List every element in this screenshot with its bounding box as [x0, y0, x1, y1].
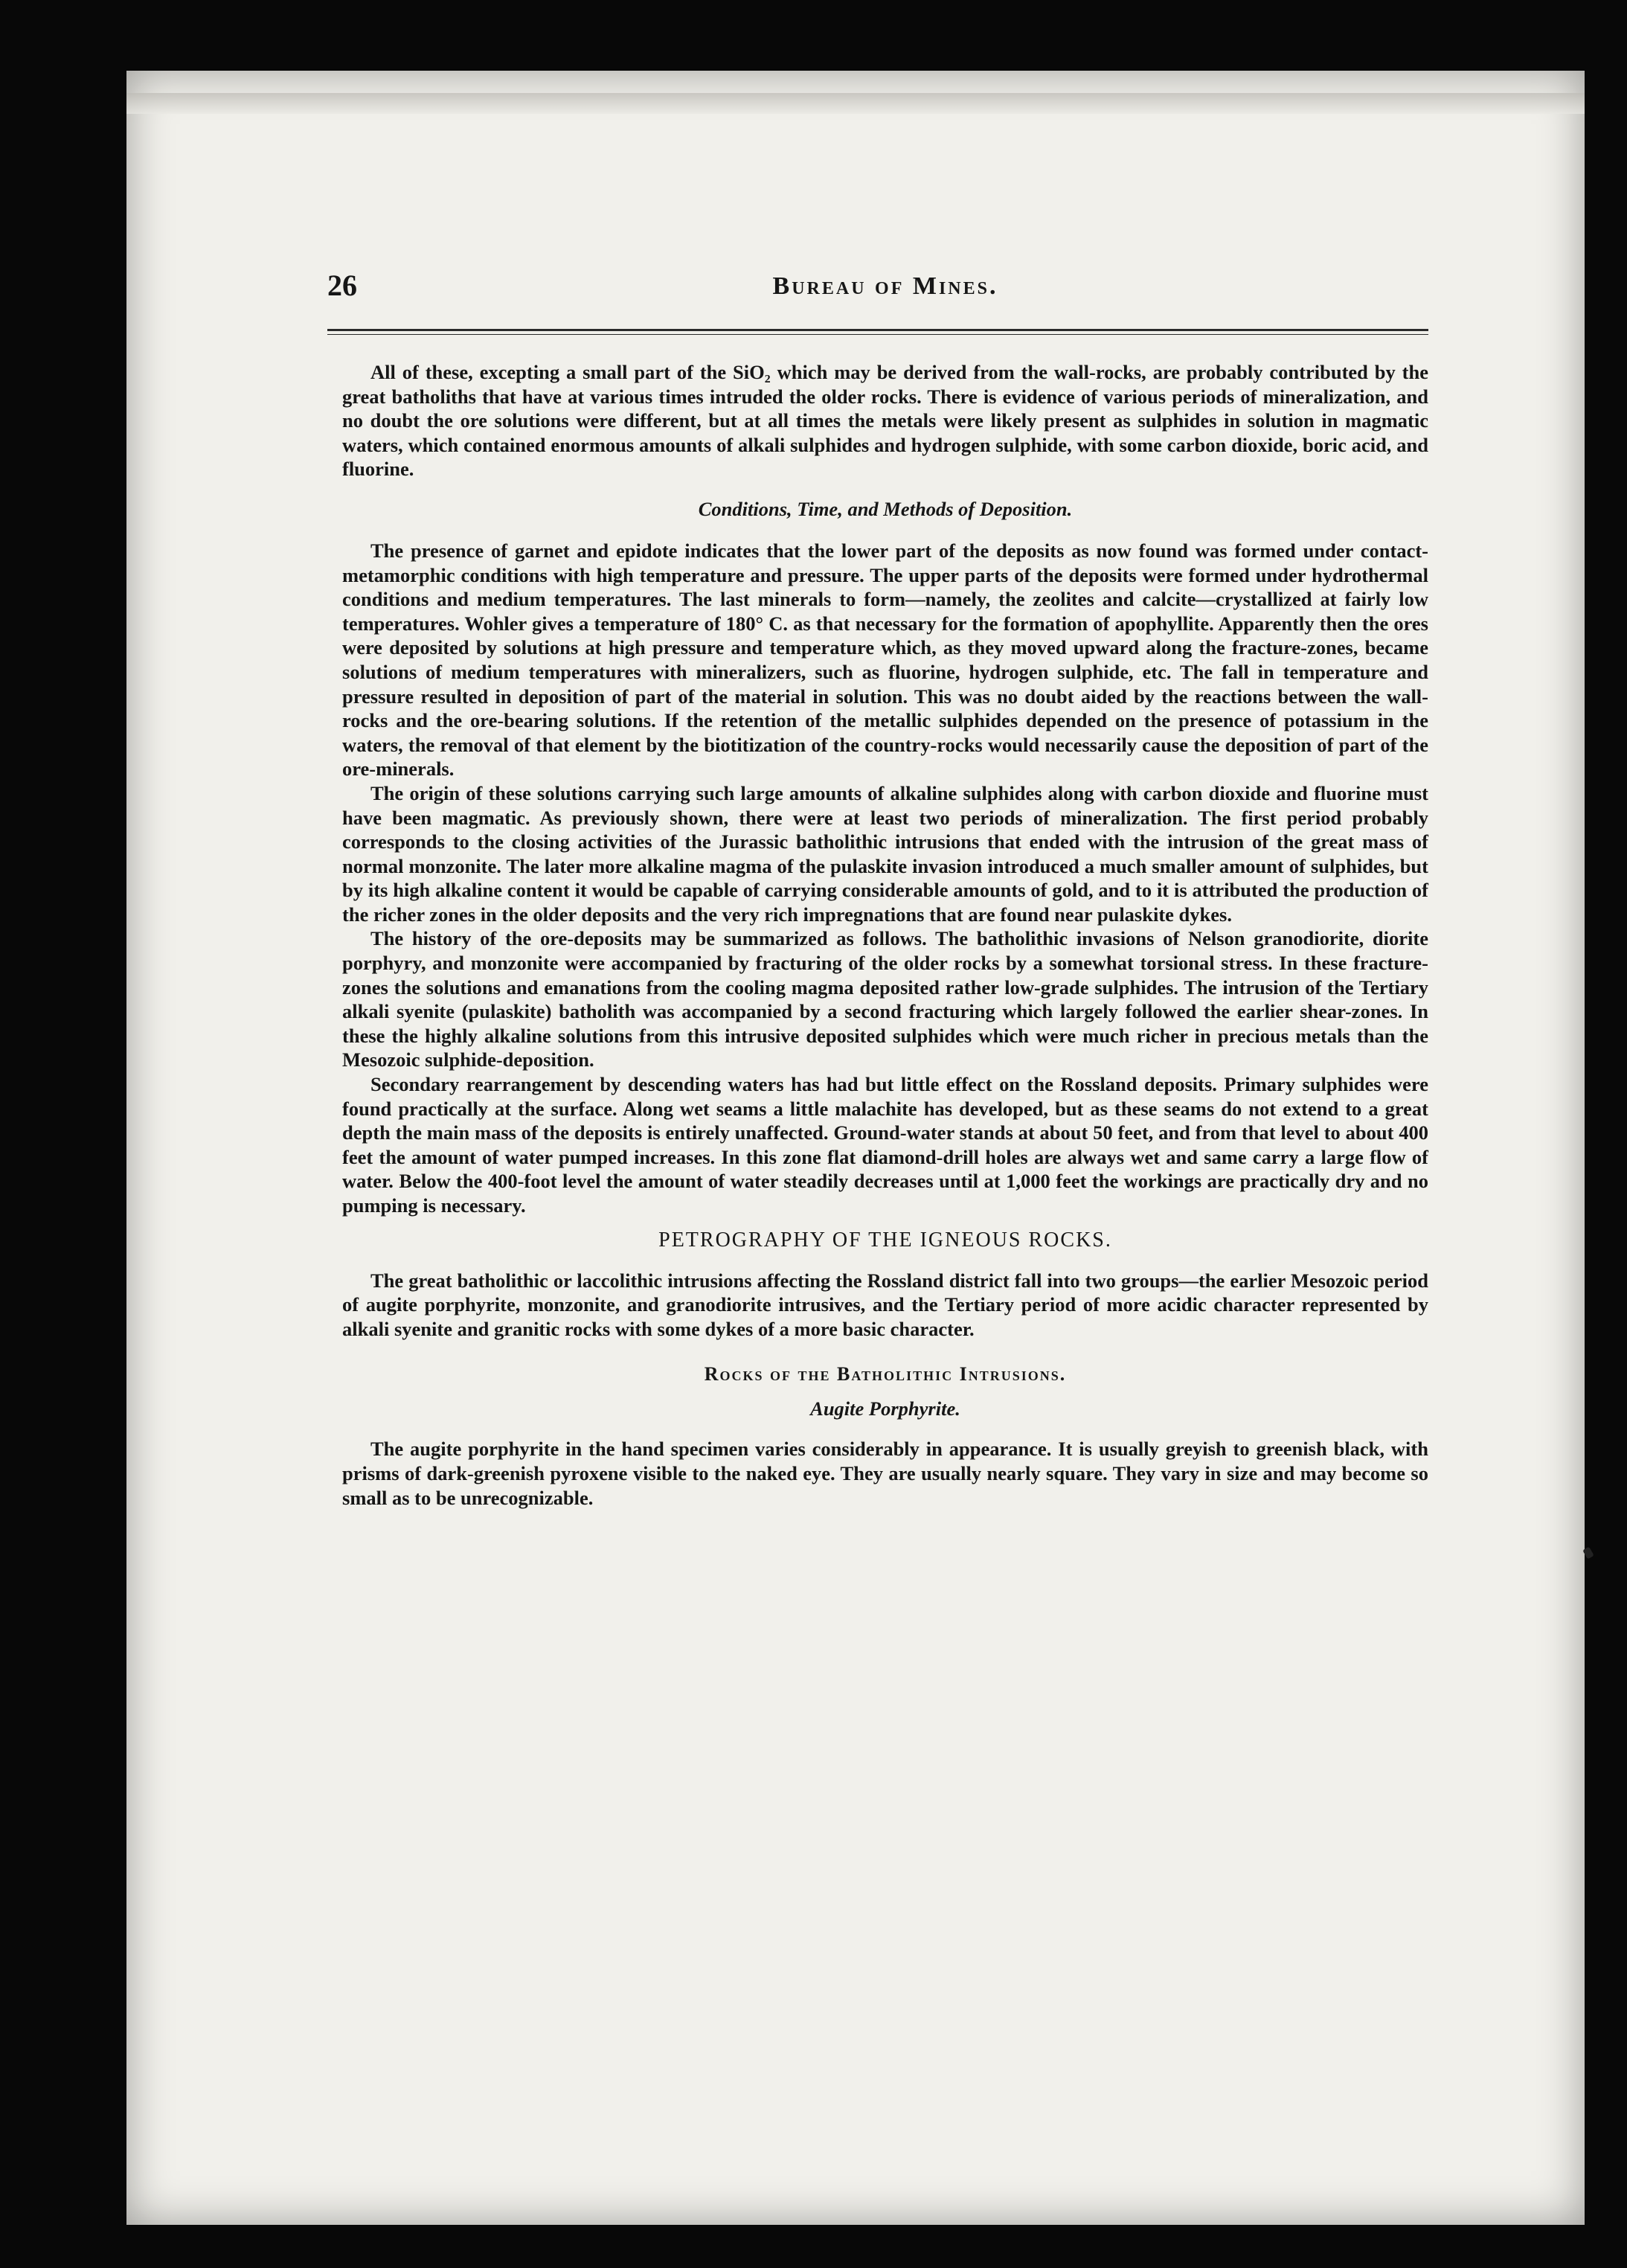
header-rule — [327, 329, 1428, 335]
paragraph-intro: All of these, excepting a small part of the SiO₂ which may be derived from the wall-rocks, are probably contributed by the great batholiths that have at various times intruded the older rocks. There is evidence of various periods of mineralization, and no doubt the ore solutions were different, but at all times the metals were likely present as sulphides in solution in magmatic waters, which contained enormous amounts of alkali sulphides and hydrogen sulphide, with some carbon dioxide, boric acid, and fluorine. — [342, 361, 1428, 481]
scan-speck — [1582, 1546, 1594, 1559]
paragraph-petrography: The great batholithic or laccolithic intrusions affecting the Rossland district fall into two groups—the earlier Mesozoic period of augite porphyrite, monzonite, and granodiorite intrusives, and the Tertiary period of more acidic character represented by alkali syenite and granitic rocks with some dykes of a more basic character. — [342, 1269, 1428, 1340]
running-head: Bureau of Mines. — [772, 272, 998, 300]
subheading-augite: Augite Porphyrite. — [810, 1397, 960, 1420]
section-heading-petrography: PETROGRAPHY OF THE IGNEOUS ROCKS. — [658, 1228, 1112, 1252]
paragraph-deposition-2: The origin of these solutions carrying such large amounts of alkaline sulphides along with carbon dioxide and fluorine must have been magmatic. As previously shown, there were at least two periods of mineralization. The first period probably corresponds to the closing activities of the Jurassic batholithic intrusions that ended with the intrusion of the great mass of normal monzonite. The later more alkaline magma of the pulaskite invasion introduced a much smaller amount of sulphides, but by its high alkaline content it would be capable of carrying considerable amounts of gold, and to it is attributed the production of the richer zones in the older deposits and the very rich impregnations that are found near pulaskite dykes. — [342, 781, 1428, 926]
section-heading-conditions: Conditions, Time, and Methods of Deposition. — [698, 497, 1073, 520]
page-content — [327, 268, 1428, 1510]
subheading-batholithic: Rocks of the Batholithic Intrusions. — [704, 1363, 1067, 1386]
page-number: 26 — [327, 269, 357, 302]
paragraph-deposition-4: Secondary rearrangement by descending waters has had but little effect on the Rossland deposits. Primary sulphides were found practically at the surface. Along wet seams a little malachite has developed, but as these seams do not extend to a great depth the main mass of the deposits is entirely unaffected. Ground-water stands at about 50 feet, and from that level to about 400 feet the amount of water pumped increases. In this zone flat diamond-drill holes are always wet and same carry a large flow of water. Below the 400-foot level the amount of water steadily decreases until at 1,000 feet the workings are practically dry and no pumping is necessary. — [342, 1073, 1428, 1217]
scanned-page — [126, 71, 1585, 2225]
paragraph-deposition-3: The history of the ore-deposits may be summarized as follows. The batholithic invasions of Nelson granodiorite, diorite porphyry, and monzonite were accompanied by fracturing of the older rocks by a somewhat torsional stress. In these fracture-zones the solutions and emanations from the cooling magma deposited rather low-grade sulphides. The intrusion of the Tertiary alkali syenite (pulaskite) batholith was accompanied by a second fracturing which largely followed the earlier shear-zones. In these the highly alkaline solutions from this intrusive deposited sulphides which were much richer in precious metals than the Mesozoic sulphide-deposition. — [342, 927, 1428, 1071]
paragraph-deposition-1: The presence of garnet and epidote indicates that the lower part of the deposits as now found was formed under contact-metamorphic conditions with high temperature and pressure. The upper parts of the deposits were formed under hydrothermal conditions and medium temperatures. The last minerals to form—namely, the zeolites and calcite—crystallized at fairly low temperatures. Wohler gives a temperature of 180° C. as that necessary for the formation of apophyllite. Apparently then the ores were deposited by solutions at high pressure and temperature which, as they moved upward along the fracture-zones, became solutions of medium temperatures with mineralizers, such as fluorine, hydrogen sulphide, etc. The fall in temperature and pressure resulted in deposition of part of the material in solution. This was no doubt aided by the reactions between the wall-rocks and the ore-bearing solutions. If the retention of the metallic sulphides depended on the presence of potassium in the waters, the removal of that element by the biotitization of the country-rocks would necessarily cause the deposition of part of the ore-minerals. — [342, 539, 1428, 781]
scan-edge-shadow — [126, 93, 1585, 114]
paragraph-augite: The augite porphyrite in the hand specimen varies considerably in appearance. It is usually greyish to greenish black, with prisms of dark-greenish pyroxene visible to the naked eye. They are usually nearly square. They vary in size and may become so small as to be unrecognizable. — [342, 1438, 1428, 1509]
page-header — [327, 268, 1428, 313]
